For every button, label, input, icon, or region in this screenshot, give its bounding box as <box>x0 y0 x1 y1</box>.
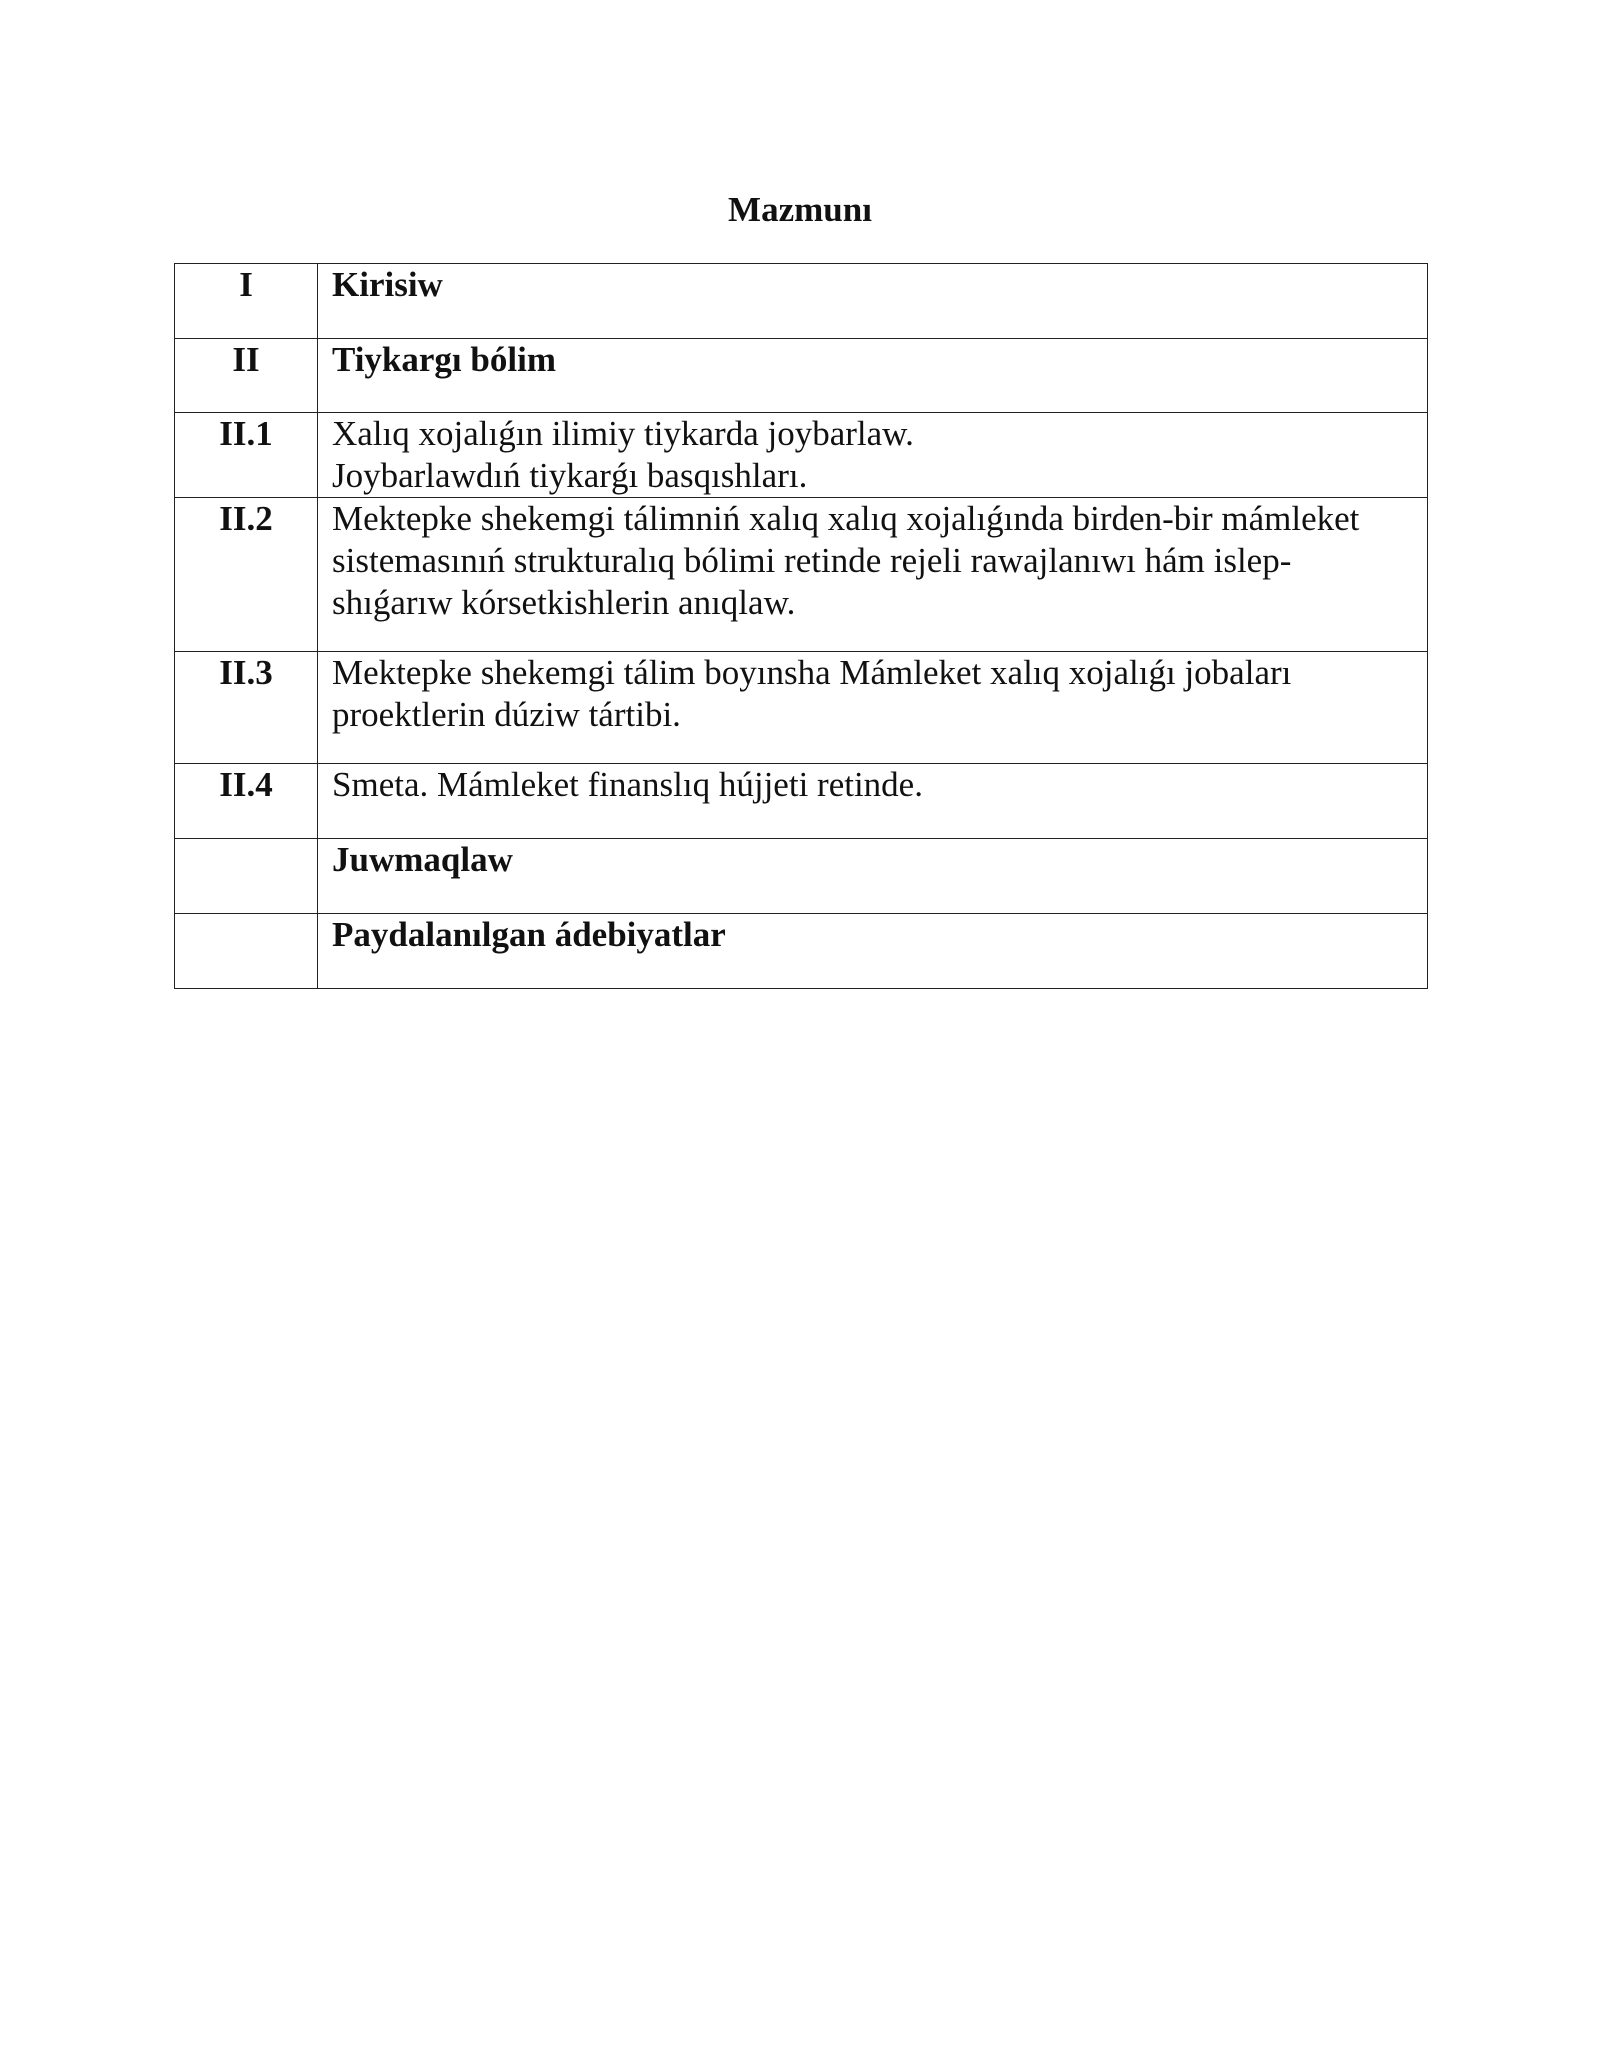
toc-row-title: Xalıq xojalıǵın ilimiy tiykarda joybarlaw. Joybarlawdıń tiykarǵı basqıshları. <box>318 413 1428 498</box>
toc-row-title: Kirisiw <box>318 264 1428 339</box>
toc-row-number: II.2 <box>175 498 318 652</box>
toc-row-number: II.1 <box>175 413 318 498</box>
toc-row-title: Smeta. Mámleket finanslıq hújjeti retinde. <box>318 764 1428 839</box>
toc-row-section-2-3 <box>175 652 1428 764</box>
toc-row-number <box>175 914 318 989</box>
toc-row-number: I <box>175 264 318 339</box>
table-of-contents <box>174 263 1428 989</box>
toc-row-introduction <box>175 264 1428 339</box>
toc-row-title: Mektepke shekemgi tálim boyınsha Mámleket xalıq xojalıǵı jobaları proektlerin dúziw tártibi. <box>318 652 1428 764</box>
toc-row-number: II.3 <box>175 652 318 764</box>
toc-row-title: Mektepke shekemgi tálimniń xalıq xalıq xojalıǵında birden-bir mámleket sistemasınıń strukturalıq bólimi retinde rejeli rawajlanıwı hám islep- shıǵarıw kórsetkishlerin anıqlaw. <box>318 498 1428 652</box>
toc-row-main-part <box>175 339 1428 413</box>
toc-row-title: Juwmaqlaw <box>318 839 1428 914</box>
toc-row-number: II.4 <box>175 764 318 839</box>
page-title: Mazmunı <box>728 190 872 229</box>
toc-row-title: Paydalanılgan ádebiyatlar <box>318 914 1428 989</box>
toc-row-section-2-1 <box>175 413 1428 498</box>
toc-row-title: Tiykargı bólim <box>318 339 1428 413</box>
toc-row-conclusion <box>175 839 1428 914</box>
toc-row-section-2-4 <box>175 764 1428 839</box>
toc-row-section-2-2 <box>175 498 1428 652</box>
toc-row-number <box>175 839 318 914</box>
toc-row-number: II <box>175 339 318 413</box>
toc-row-references <box>175 914 1428 989</box>
